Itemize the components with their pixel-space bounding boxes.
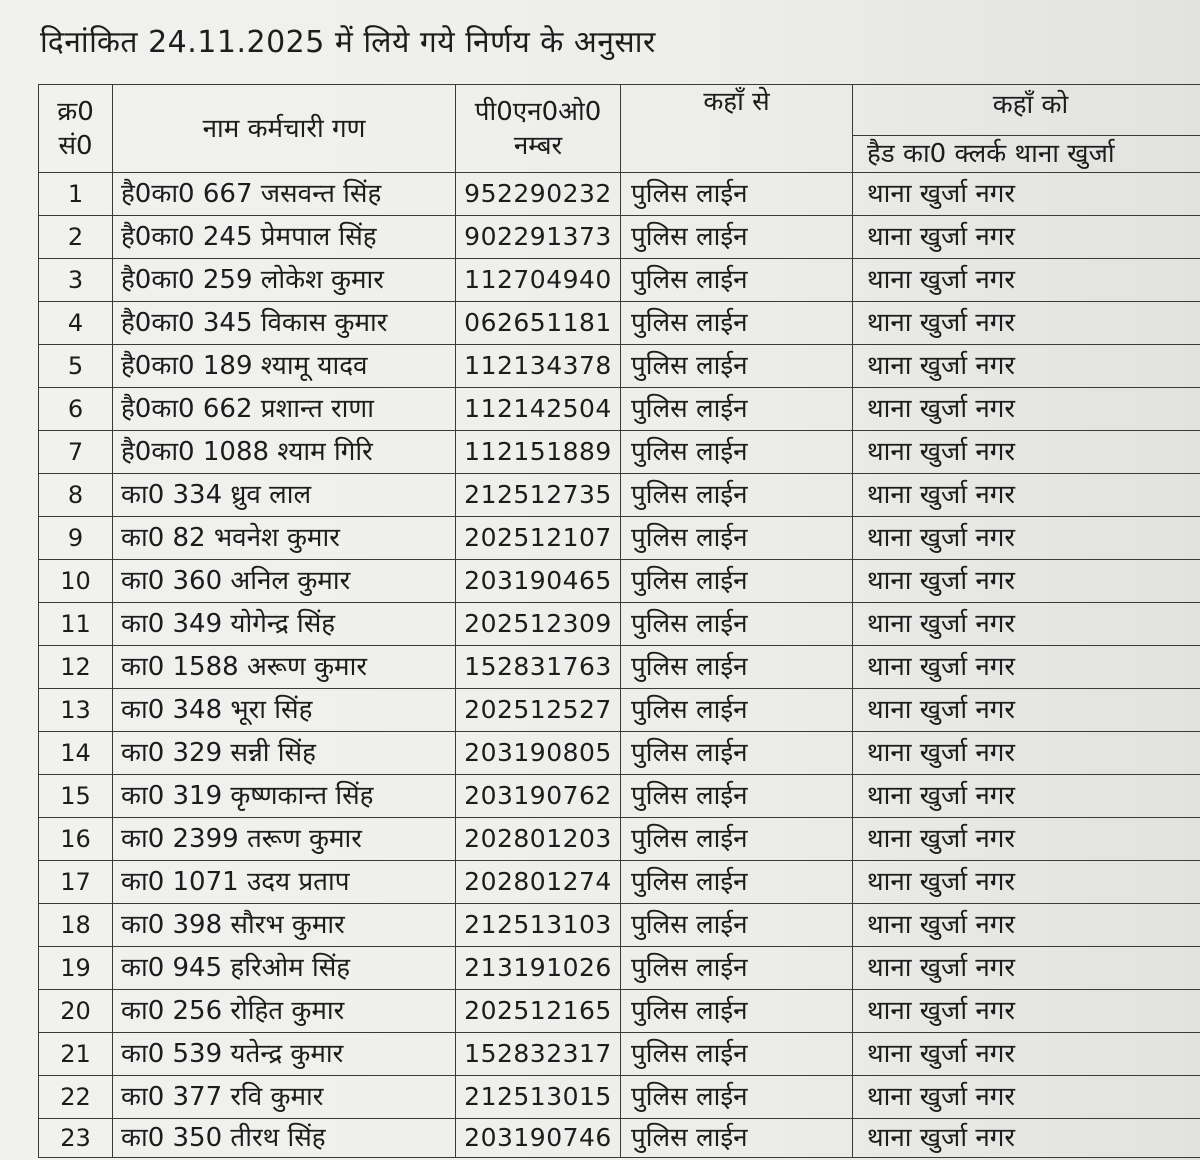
to-location-cell: थाना खुर्जा नगर — [853, 990, 1200, 1033]
employee-name-cell: है0का0 189 श्यामू यादव — [113, 345, 456, 388]
to-location-cell: थाना खुर्जा नगर — [853, 775, 1200, 818]
serial-number-cell: 11 — [39, 603, 113, 646]
header-to-sub: हैड का0 क्लर्क थाना खुर्जा — [867, 139, 1115, 169]
table-row — [39, 1076, 1200, 1119]
from-location-cell: पुलिस लाईन — [621, 904, 853, 947]
serial-number-cell: 23 — [39, 1119, 113, 1158]
to-location-cell: थाना खुर्जा नगर — [853, 560, 1200, 603]
serial-number-cell: 17 — [39, 861, 113, 904]
serial-number-cell: 19 — [39, 947, 113, 990]
table-row — [39, 646, 1200, 689]
to-location-cell: थाना खुर्जा नगर — [853, 302, 1200, 345]
serial-number-cell: 18 — [39, 904, 113, 947]
pno-number-cell: 212513015 — [456, 1076, 621, 1119]
employee-name-cell: का0 1071 उदय प्रताप — [113, 861, 456, 904]
serial-number-cell: 22 — [39, 1076, 113, 1119]
pno-number-cell: 112134378 — [456, 345, 621, 388]
pno-number-cell: 112142504 — [456, 388, 621, 431]
serial-number-cell: 14 — [39, 732, 113, 775]
table-row — [39, 216, 1200, 259]
table-row — [39, 474, 1200, 517]
from-location-cell: पुलिस लाईन — [621, 775, 853, 818]
pno-number-cell: 152832317 — [456, 1033, 621, 1076]
employee-name-cell: का0 319 कृष्णकान्त सिंह — [113, 775, 456, 818]
from-location-cell: पुलिस लाईन — [621, 388, 853, 431]
pno-number-cell: 202512309 — [456, 603, 621, 646]
employee-name-cell: है0का0 245 प्रेमपाल सिंह — [113, 216, 456, 259]
serial-number-cell: 10 — [39, 560, 113, 603]
pno-number-cell: 202512107 — [456, 517, 621, 560]
serial-number-cell: 5 — [39, 345, 113, 388]
table-row — [39, 861, 1200, 904]
table-row — [39, 345, 1200, 388]
table-row — [39, 904, 1200, 947]
serial-number-cell: 20 — [39, 990, 113, 1033]
serial-number-cell: 2 — [39, 216, 113, 259]
to-location-cell: थाना खुर्जा नगर — [853, 345, 1200, 388]
employee-name-cell: का0 82 भवनेश कुमार — [113, 517, 456, 560]
employee-name-cell: का0 1588 अरूण कुमार — [113, 646, 456, 689]
from-location-cell: पुलिस लाईन — [621, 603, 853, 646]
from-location-cell: पुलिस लाईन — [621, 517, 853, 560]
from-location-cell: पुलिस लाईन — [621, 216, 853, 259]
employee-name-cell: का0 334 ध्रुव लाल — [113, 474, 456, 517]
to-location-cell: थाना खुर्जा नगर — [853, 1119, 1200, 1158]
pno-number-cell: 112704940 — [456, 259, 621, 302]
employee-name-cell: है0का0 662 प्रशान्त राणा — [113, 388, 456, 431]
to-location-cell: थाना खुर्जा नगर — [853, 173, 1200, 216]
table-row — [39, 302, 1200, 345]
to-location-cell: थाना खुर्जा नगर — [853, 904, 1200, 947]
header-name: नाम कर्मचारी गण — [113, 85, 456, 173]
to-location-cell: थाना खुर्जा नगर — [853, 603, 1200, 646]
transfer-table — [38, 84, 1200, 1158]
serial-number-cell: 13 — [39, 689, 113, 732]
to-location-cell: थाना खुर्जा नगर — [853, 216, 1200, 259]
from-location-cell: पुलिस लाईन — [621, 1033, 853, 1076]
pno-number-cell: 112151889 — [456, 431, 621, 474]
table-row — [39, 431, 1200, 474]
pno-number-cell: 203190762 — [456, 775, 621, 818]
from-location-cell: पुलिस लाईन — [621, 646, 853, 689]
to-location-cell: थाना खुर्जा नगर — [853, 646, 1200, 689]
serial-number-cell: 4 — [39, 302, 113, 345]
table-row — [39, 517, 1200, 560]
table-row — [39, 1119, 1200, 1158]
pno-number-cell: 202512165 — [456, 990, 621, 1033]
from-location-cell: पुलिस लाईन — [621, 1076, 853, 1119]
table-row — [39, 947, 1200, 990]
table-row — [39, 775, 1200, 818]
pno-number-cell: 952290232 — [456, 173, 621, 216]
to-location-cell: थाना खुर्जा नगर — [853, 689, 1200, 732]
pno-number-cell: 902291373 — [456, 216, 621, 259]
table-header-row — [39, 85, 1200, 173]
document-heading: दिनांकित 24.11.2025 में लिये गये निर्णय के अनुसार — [40, 25, 656, 60]
table-row — [39, 388, 1200, 431]
serial-number-cell: 7 — [39, 431, 113, 474]
table-row — [39, 173, 1200, 216]
table-row — [39, 818, 1200, 861]
employee-name-cell: का0 398 सौरभ कुमार — [113, 904, 456, 947]
to-location-cell: थाना खुर्जा नगर — [853, 1033, 1200, 1076]
to-location-cell: थाना खुर्जा नगर — [853, 947, 1200, 990]
pno-number-cell: 152831763 — [456, 646, 621, 689]
pno-number-cell: 202512527 — [456, 689, 621, 732]
header-serial: क्र0 सं0 — [39, 85, 113, 173]
to-location-cell: थाना खुर्जा नगर — [853, 732, 1200, 775]
to-location-cell: थाना खुर्जा नगर — [853, 431, 1200, 474]
employee-name-cell: है0का0 259 लोकेश कुमार — [113, 259, 456, 302]
serial-number-cell: 12 — [39, 646, 113, 689]
table-row — [39, 1033, 1200, 1076]
from-location-cell: पुलिस लाईन — [621, 1119, 853, 1158]
from-location-cell: पुलिस लाईन — [621, 990, 853, 1033]
serial-number-cell: 9 — [39, 517, 113, 560]
serial-number-cell: 8 — [39, 474, 113, 517]
table-row — [39, 732, 1200, 775]
table-row — [39, 689, 1200, 732]
to-location-cell: थाना खुर्जा नगर — [853, 818, 1200, 861]
from-location-cell: पुलिस लाईन — [621, 818, 853, 861]
employee-name-cell: का0 348 भूरा सिंह — [113, 689, 456, 732]
from-location-cell: पुलिस लाईन — [621, 689, 853, 732]
from-location-cell: पुलिस लाईन — [621, 947, 853, 990]
header-pno: पी0एन0ओ0 नम्बर — [456, 85, 621, 173]
serial-number-cell: 16 — [39, 818, 113, 861]
table-row — [39, 990, 1200, 1033]
serial-number-cell: 3 — [39, 259, 113, 302]
employee-name-cell: है0का0 1088 श्याम गिरि — [113, 431, 456, 474]
from-location-cell: पुलिस लाईन — [621, 431, 853, 474]
table-row — [39, 259, 1200, 302]
to-location-cell: थाना खुर्जा नगर — [853, 474, 1200, 517]
employee-name-cell: का0 539 यतेन्द्र कुमार — [113, 1033, 456, 1076]
employee-name-cell: का0 349 योगेन्द्र सिंह — [113, 603, 456, 646]
header-to-label: कहाँ को — [853, 85, 1200, 136]
header-to — [853, 85, 1200, 173]
to-location-cell: थाना खुर्जा नगर — [853, 388, 1200, 431]
to-location-cell: थाना खुर्जा नगर — [853, 259, 1200, 302]
pno-number-cell: 203190465 — [456, 560, 621, 603]
from-location-cell: पुलिस लाईन — [621, 259, 853, 302]
pno-number-cell: 213191026 — [456, 947, 621, 990]
pno-number-cell: 203190805 — [456, 732, 621, 775]
to-location-cell: थाना खुर्जा नगर — [853, 517, 1200, 560]
pno-number-cell: 202801203 — [456, 818, 621, 861]
pno-number-cell: 202801274 — [456, 861, 621, 904]
employee-name-cell: का0 360 अनिल कुमार — [113, 560, 456, 603]
from-location-cell: पुलिस लाईन — [621, 560, 853, 603]
from-location-cell: पुलिस लाईन — [621, 474, 853, 517]
employee-name-cell: है0का0 667 जसवन्त सिंह — [113, 173, 456, 216]
to-location-cell: थाना खुर्जा नगर — [853, 1076, 1200, 1119]
from-location-cell: पुलिस लाईन — [621, 345, 853, 388]
serial-number-cell: 1 — [39, 173, 113, 216]
pno-number-cell: 203190746 — [456, 1119, 621, 1158]
table-row — [39, 603, 1200, 646]
from-location-cell: पुलिस लाईन — [621, 302, 853, 345]
from-location-cell: पुलिस लाईन — [621, 173, 853, 216]
employee-name-cell: का0 2399 तरूण कुमार — [113, 818, 456, 861]
serial-number-cell: 15 — [39, 775, 113, 818]
header-from: कहाँ से — [621, 85, 853, 173]
employee-name-cell: का0 377 रवि कुमार — [113, 1076, 456, 1119]
employee-name-cell: का0 256 रोहित कुमार — [113, 990, 456, 1033]
pno-number-cell: 062651181 — [456, 302, 621, 345]
serial-number-cell: 6 — [39, 388, 113, 431]
pno-number-cell: 212513103 — [456, 904, 621, 947]
serial-number-cell: 21 — [39, 1033, 113, 1076]
pno-number-cell: 212512735 — [456, 474, 621, 517]
employee-name-cell: है0का0 345 विकास कुमार — [113, 302, 456, 345]
from-location-cell: पुलिस लाईन — [621, 861, 853, 904]
employee-name-cell: का0 945 हरिओम सिंह — [113, 947, 456, 990]
from-location-cell: पुलिस लाईन — [621, 732, 853, 775]
employee-name-cell: का0 350 तीरथ सिंह — [113, 1119, 456, 1158]
table-row — [39, 560, 1200, 603]
employee-name-cell: का0 329 सन्नी सिंह — [113, 732, 456, 775]
to-location-cell: थाना खुर्जा नगर — [853, 861, 1200, 904]
